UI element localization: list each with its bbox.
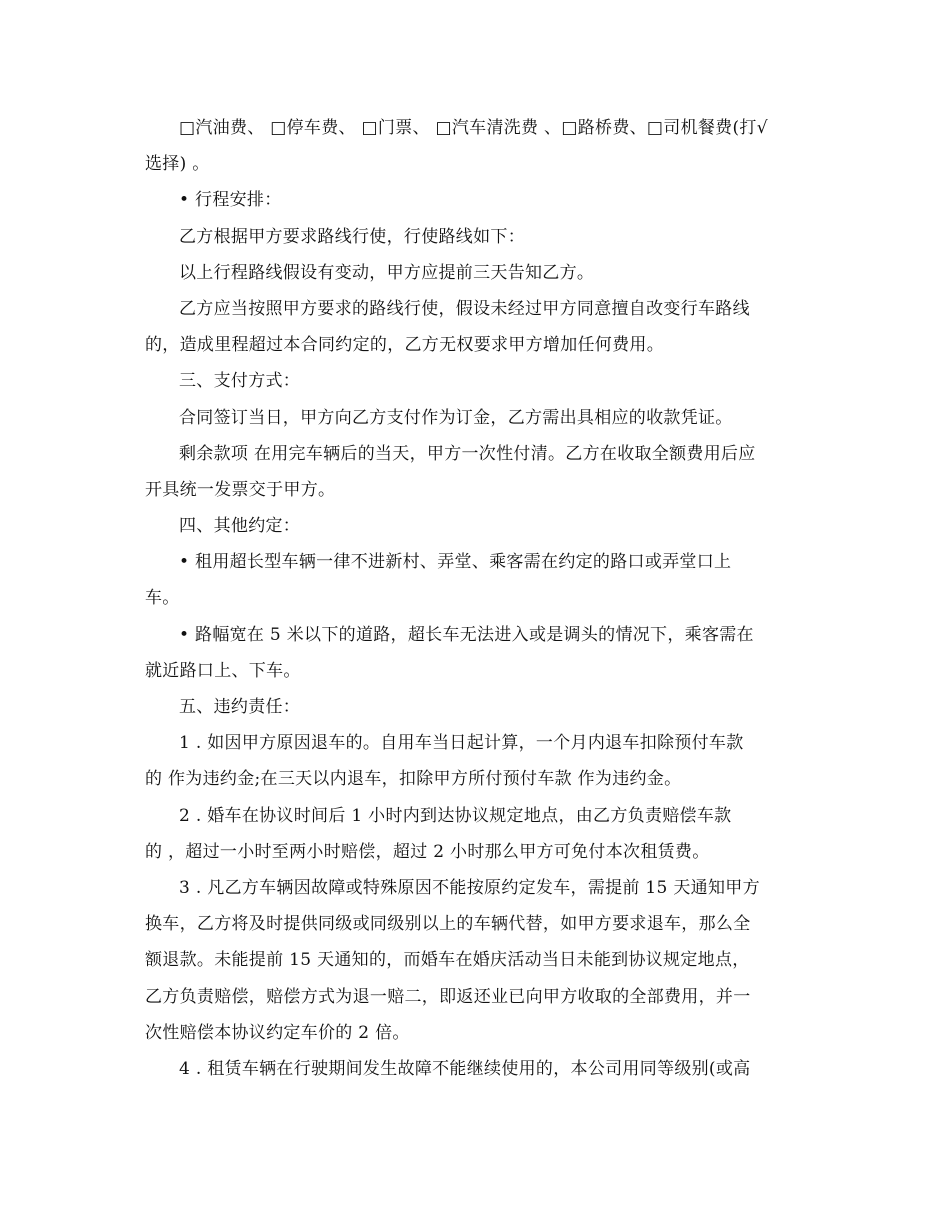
itinerary-heading: • 行程安排： <box>179 190 282 211</box>
breach-item-1-line-2: 的 作为违约金;在三天以内退车，扣除甲方所付预付车款 作为违约金。 <box>145 769 682 790</box>
section-breach-heading: 五、违约责任： <box>179 697 301 717</box>
other-long-vehicle-line-1: • 租用超长型车辆一律不进新村、弄堂、乘客需在约定的路口或弄堂口上 <box>179 552 732 573</box>
breach-item-2-line-2: 的 ，超过一小时至两小时赔偿，超过 2 小时那么甲方可免付本次租赁费。 <box>145 841 710 862</box>
breach-item-2-line-1: 2 . 婚车在协议时间后 1 小时内到达协议规定地点，由乙方负责赔偿车款 <box>179 805 732 826</box>
section-other-heading: 四、其他约定： <box>179 516 301 537</box>
other-road-width-line-1: • 路幅宽在 5 米以下的道路，超长车无法进入或是调头的情况下，乘客需在 <box>179 624 754 645</box>
paragraph-fees-line-1: □汽油费、 □停车费、 □门票、 □汽车清洗费 、□路桥费、□司机餐费(打√ <box>179 118 768 138</box>
breach-item-3-line-4: 乙方负责赔偿，赔偿方式为退一赔二，即返还业已向甲方收取的全部费用，并一 <box>145 986 751 1007</box>
other-long-vehicle-line-2: 车。 <box>145 588 180 609</box>
itinerary-route-line: 乙方根据甲方要求路线行使，行使路线如下： <box>179 226 525 247</box>
itinerary-change-notice: 以上行程路线假设有变动，甲方应提前三天告知乙方。 <box>179 262 595 283</box>
breach-item-1-line-1: 1 . 如因甲方原因退车的。自用车当日起计算，一个月内退车扣除预付车款 <box>179 733 744 754</box>
section-payment-heading: 三、支付方式： <box>179 371 301 392</box>
breach-item-4-line-1: 4 . 租赁车辆在行驶期间发生故障不能继续使用的，本公司用同等级别(或高 <box>179 1058 751 1079</box>
payment-deposit-line: 合同签订当日，甲方向乙方支付作为订金，乙方需出具相应的收款凭证。 <box>179 407 733 428</box>
itinerary-route-rule-line-2: 的，造成里程超过本合同约定的，乙方无权要求甲方增加任何费用。 <box>145 335 664 356</box>
payment-balance-line-1: 剩余款项 在用完车辆后的当天，甲方一次性付清。乙方在收取全额费用后应 <box>179 443 756 464</box>
breach-item-3-line-5: 次性赔偿本协议约定车价的 2 倍。 <box>145 1022 410 1043</box>
breach-item-3-line-1: 3 . 凡乙方车辆因故障或特殊原因不能按原约定发车，需提前 15 天通知甲方 <box>179 877 760 898</box>
payment-balance-line-2: 开具统一发票交于甲方。 <box>145 479 336 500</box>
other-road-width-line-2: 就近路口上、下车。 <box>145 660 301 681</box>
document-body <box>145 110 810 1087</box>
itinerary-route-rule-line-1: 乙方应当按照甲方要求的路线行使，假设未经过甲方同意擅自改变行车路线 <box>179 298 750 319</box>
paragraph-fees-line-2: 选择) 。 <box>145 154 210 175</box>
breach-item-3-line-2: 换车，乙方将及时提供同级或同级别以上的车辆代替，如甲方要求退车，那么全 <box>145 914 751 935</box>
breach-item-3-line-3: 额退款。未能提前 15 天通知的，而婚车在婚庆活动当日未能到协议规定地点， <box>145 950 750 971</box>
